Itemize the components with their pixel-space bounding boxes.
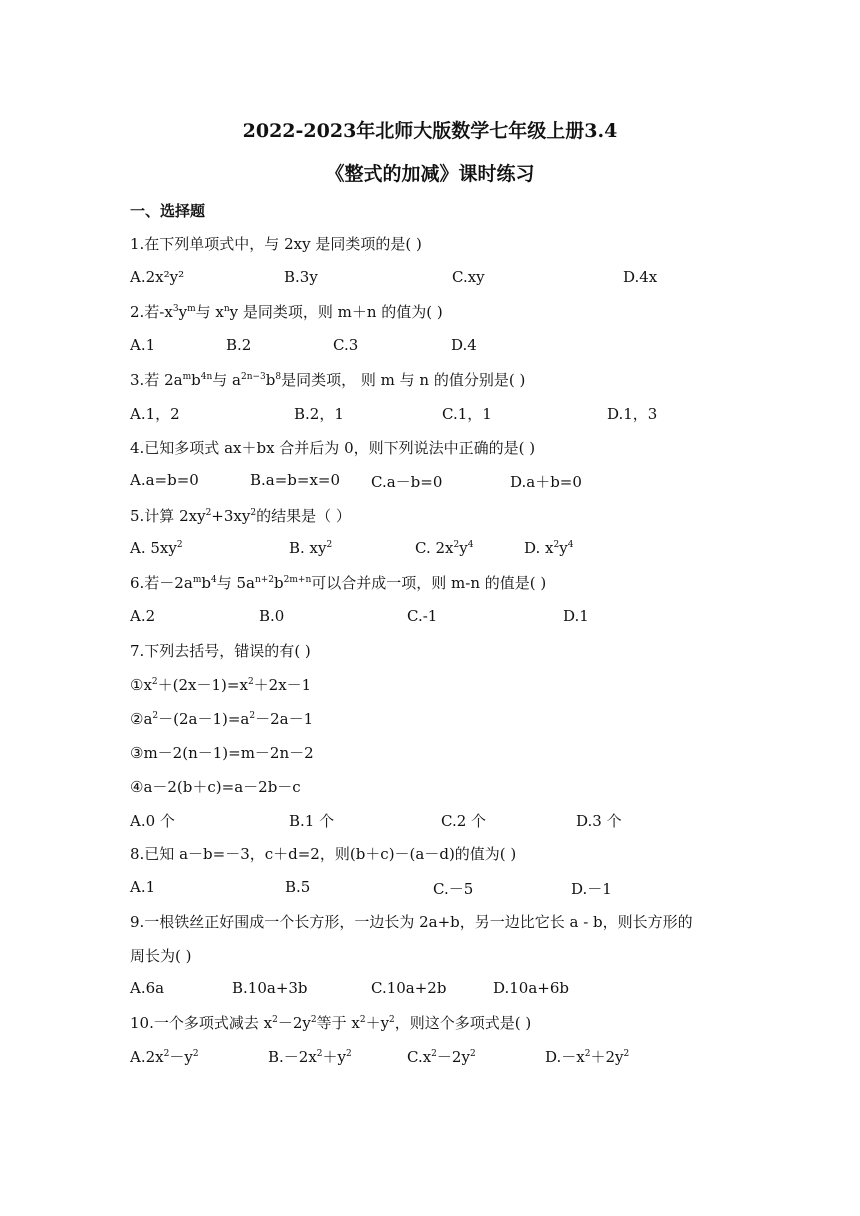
q7-item-3: ③m－2(n－1)=m－2n－2 [130, 744, 314, 762]
q2-exp: 3 [172, 304, 179, 314]
q7-option-d: D.3 个 [576, 812, 622, 830]
q6-exp: 4 [210, 575, 217, 585]
q6-option-d: D.1 [563, 607, 589, 625]
q6-exp: m [192, 575, 202, 585]
q4-option-c: C.a－b=0 [371, 473, 443, 491]
q4-option-d: D.a＋b=0 [510, 473, 582, 491]
q2-exp: n [223, 304, 230, 314]
q6-text: 6.若－2a [130, 574, 193, 592]
q7-item-1: $①x^2+(2x-1)=x^2+2x-1$ [130, 676, 312, 694]
q3-exp: 4n [200, 372, 213, 382]
q5-option-b: B. $xy^2$ [289, 539, 333, 557]
q5-text: 5.计算 2xy [130, 507, 206, 525]
q10-option-d: $D.-x^2+2y^2$ [545, 1048, 630, 1066]
question-4: 4.已知多项式 ax＋bx 合并后为 0，则下列说法中正确的是( ) [130, 439, 536, 457]
q10-option-a: $A.2x^2-y^2$ [130, 1048, 199, 1066]
q2-option-b: B.2 [226, 336, 252, 354]
question-9-cont: 周长为( ) [130, 947, 192, 965]
question-5 [130, 505, 351, 526]
q3-option-d: D.1，3 [607, 405, 658, 423]
q8-option-b: B.5 [285, 878, 311, 896]
q6-text: 与 5a [216, 574, 255, 592]
question-7: 7.下列去括号，错误的有( ) [130, 642, 311, 660]
q3-text: b [191, 371, 201, 389]
q2-option-d: D.4 [451, 336, 477, 354]
question-2 [130, 301, 443, 322]
q2-exp: m [187, 304, 196, 314]
q4-option-a: A.a=b=0 [130, 471, 199, 489]
q6-exp: n+2 [254, 575, 275, 585]
q2-text: y [178, 303, 188, 321]
q5-option-a: A. $5xy^2$ [130, 539, 183, 557]
title-line-2: 《整式的加减》课时练习 [325, 163, 535, 185]
q1-option-a: A.2x²y² [130, 268, 185, 286]
q6-option-a: A.2 [130, 607, 156, 625]
q1-option-b: B.3y [284, 268, 318, 286]
q2-text: 与 x [195, 303, 224, 321]
q2-text: y 是同类项，则 m＋n 的值为( ) [229, 303, 443, 321]
q1-option-c: C.xy [452, 268, 485, 286]
q3-text: 与 a [212, 371, 241, 389]
q5-exp: 2 [205, 508, 212, 518]
q8-option-a: A.1 [130, 878, 156, 896]
question-9: 9.一根铁丝正好围成一个长方形，一边长为 2a+b，另一边比它长 a - b，则长方形的 [130, 913, 693, 931]
q9-option-c: C.10a+2b [371, 979, 447, 997]
q8-option-c: C.－5 [433, 880, 474, 898]
question-3 [130, 369, 525, 390]
q3-option-a: A.1，2 [130, 405, 180, 423]
q3-exp: m [182, 372, 192, 382]
q2-text: 2.若-x [130, 303, 173, 321]
q4-option-b: B.a=b=x=0 [250, 471, 341, 489]
q3-option-b: B.2，1 [294, 405, 344, 423]
q9-option-d: D.10a+6b [493, 979, 570, 997]
q7-item-4: ④a－2(b＋c)=a－2b－c [130, 778, 301, 796]
q8-option-d: D.－1 [571, 880, 612, 898]
q6-exp: 2m+n [283, 575, 312, 585]
q9-option-b: B.10a+3b [232, 979, 308, 997]
q3-text: 是同类项， 则 m 与 n 的值分别是( ) [281, 371, 526, 389]
q2-option-c: C.3 [333, 336, 359, 354]
question-6 [130, 572, 546, 593]
q5-option-d: D. $x^2y^4$ [524, 539, 574, 557]
q3-option-c: C.1，1 [442, 405, 492, 423]
q6-text: b [274, 574, 284, 592]
q3-text: b [265, 371, 276, 389]
q6-option-c: C.-1 [407, 607, 438, 625]
q5-text: 的结果是（ ） [256, 507, 351, 525]
q1-option-d: D.4x [623, 268, 658, 286]
q6-option-b: B.0 [259, 607, 285, 625]
q7-option-c: C.2 个 [441, 812, 487, 830]
q10-option-c: $C.x^2-2y^2$ [407, 1048, 476, 1066]
title-line-1: 2022-2023年北师大版数学七年级上册3.4 [242, 120, 618, 142]
q5-option-c: C. $2x^2y^4$ [415, 539, 474, 557]
q7-option-b: B.1 个 [289, 812, 335, 830]
q2-option-a: A.1 [130, 336, 156, 354]
question-10: 10.一个多项式减去 $x^2-2y^2$等于 $x^2+y^2$，则这个多项式是( ) [130, 1014, 532, 1032]
q5-exp: 2 [250, 508, 257, 518]
q10-option-b: $B.-2x^2+y^2$ [268, 1048, 352, 1066]
q9-option-a: A.6a [130, 979, 165, 997]
question-1: 1.在下列单项式中，与 2xy 是同类项的是( ) [130, 235, 422, 253]
q3-exp: 8 [275, 372, 282, 382]
q3-exp: 2n−3 [240, 372, 266, 382]
section-heading: 一、选择题 [130, 202, 206, 220]
q6-text: b [201, 574, 211, 592]
q6-text: 可以合并成一项，则 m-n 的值是( ) [311, 574, 547, 592]
q5-text: +3xy [211, 507, 251, 525]
question-8: 8.已知 a－b=－3，c＋d=2，则(b＋c)－(a－d)的值为( ) [130, 845, 517, 863]
q7-item-2: $②a^2-(2a-1)=a^2-2a-1$ [130, 710, 314, 728]
q3-text: 3.若 2a [130, 371, 183, 389]
q7-option-a: A.0 个 [130, 812, 175, 830]
